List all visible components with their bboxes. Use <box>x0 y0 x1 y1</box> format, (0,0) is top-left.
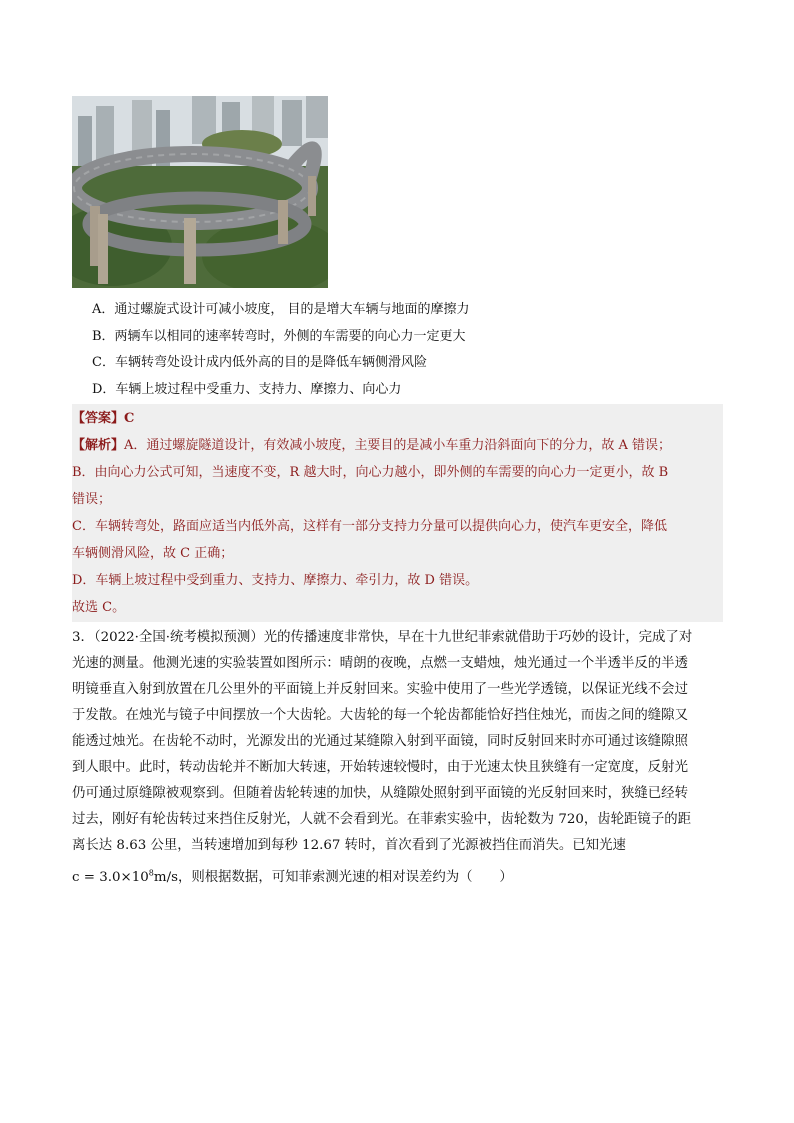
option-a: A．通过螺旋式设计可减小坡度， 目的是增大车辆与地面的摩擦力 <box>92 302 470 317</box>
question3-line-1: 3．（2022·全国·统考模拟预测）光的传播速度非常快，早在十九世纪菲索就借助于巧妙的设计，完成了对 <box>72 630 693 645</box>
explanation-line-5: 车辆侧滑风险，故 C 正确； <box>72 546 234 561</box>
explanation-tag: 【解析】 <box>72 438 125 453</box>
explanation-line-7: 故选 C。 <box>72 600 126 615</box>
question3-line-10 <box>72 866 513 885</box>
explanation-line-2: B．由向心力公式可知，当速度不变，R 越大时，向心力越小，即外侧的车需要的向心力一定更小，故 B <box>72 465 669 480</box>
question3-line-8: 过去，刚好有轮齿转过来挡住反射光，人就不会看到光。在菲索实验中，齿轮数为 720，齿轮距镜子的距 <box>72 812 691 827</box>
option-b: B．两辆车以相同的速率转弯时，外侧的车需要的向心力一定更大 <box>92 328 466 344</box>
question3-line-4: 于发散。在烛光与镜子中间摆放一个大齿轮。大齿轮的每一个轮齿都能恰好挡住烛光，而齿之间的缝隙又 <box>72 708 688 723</box>
question3-tail: ，则根据数据，可知菲索测光速的相对误差约为（ ） <box>177 870 513 885</box>
speed-of-light-formula: c = 3.0×10 <box>72 870 149 885</box>
explanation-line-1 <box>72 434 671 453</box>
answer-tag: 【答案】 <box>72 411 125 426</box>
formula-unit: m/s <box>153 870 178 885</box>
question3-line-7: 仍可通过原缝隙被观察到。但随着齿轮转速的加快，从缝隙处照射到平面镜的光反射回来时，狭缝已经转 <box>72 786 688 801</box>
answer-line <box>72 407 134 426</box>
formula-exponent: 8 <box>148 868 154 878</box>
option-d: D．车辆上坡过程中受重力、支持力、摩擦力、向心力 <box>92 381 402 397</box>
explanation-line-4: C．车辆转弯处，路面应适当内低外高，这样有一部分支持力分量可以提供向心力，使汽车更安全，降低 <box>72 519 667 534</box>
answer-value: C <box>124 411 135 426</box>
explanation-text-1: A．通过螺旋隧道设计，有效减小坡度，主要目的是减小车重力沿斜面向下的分力，故 A 错误； <box>124 438 672 453</box>
explanation-line-6: D．车辆上坡过程中受到重力、支持力、摩擦力、牵引力，故 D 错误。 <box>72 573 479 588</box>
question3-line-9: 离长达 8.63 公里，当转速增加到每秒 12.67 转时，首次看到了光源被挡住而消失。已知光速 <box>72 838 626 853</box>
answer-options <box>92 297 732 403</box>
question3-line-3: 明镜垂直入射到放置在几公里外的平面镜上并反射回来。实验中使用了一些光学透镜，以保证光线不会过 <box>72 682 688 697</box>
explanation-line-3: 错误； <box>72 492 112 507</box>
question3-line-2: 光速的测量。他测光速的实验装置如图所示：晴朗的夜晚，点燃一支蜡烛，烛光通过一个半透半反的半透 <box>72 656 688 671</box>
option-c: C．车辆转弯处设计成内低外高的目的是降低车辆侧滑风险 <box>92 355 427 370</box>
spiral-overpass-photo <box>72 96 328 288</box>
question3-line-6: 到人眼中。此时，转动齿轮并不断加大转速，开始转速较慢时，由于光速太快且狭缝有一定宽度，反射光 <box>72 760 688 775</box>
question3-line-5: 能透过烛光。在齿轮不动时，光源发出的光通过某缝隙入射到平面镜，同时反射回来时亦可通过该缝隙照 <box>72 734 688 749</box>
